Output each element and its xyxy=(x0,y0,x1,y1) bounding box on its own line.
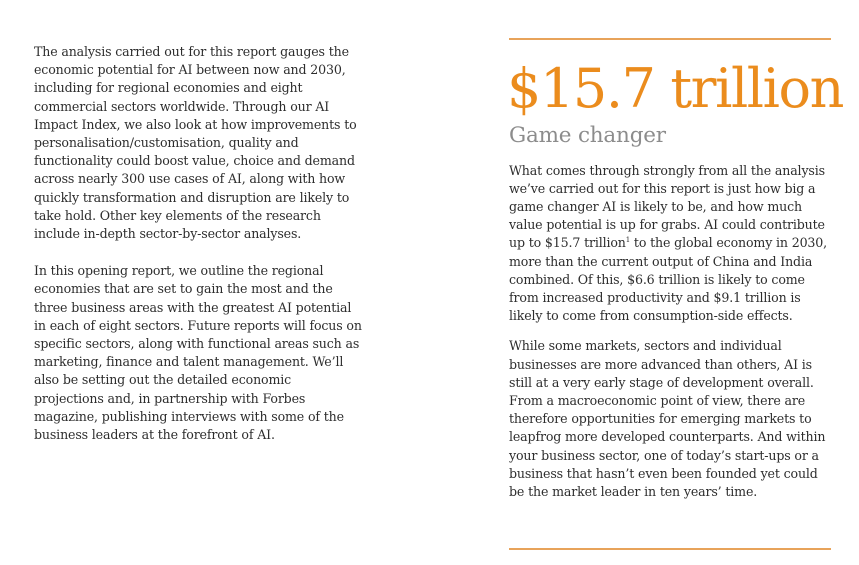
markets-paragraph: While some markets, sectors and individual businesses are more advanced than others, AI is still at a very early stage of development overall. From a macroeconomic point of view, there are therefore opportunities for emerging markets to leapfrog more developed counterparts. And within your business sector, one of today’s start-ups or a business that hasn’t even been founded yet could be the market leader in ten years’ time. xyxy=(509,338,826,499)
right-column xyxy=(507,38,844,513)
footnote-marker: 1 xyxy=(625,236,631,245)
paragraph-text-start: What comes through strongly from all the analysis we’ve carried out for this report is just how big a game changer AI is likely to be, and how much value potential is up for grabs. AI could contribute up to $15.7 trillion xyxy=(509,162,825,251)
paragraph-text-end: to the global economy in 2030, more than the current output of China and India combined. Of this, $6.6 trillion is likely to come from increased productivity and $9.1 trillion is likely to come from consumption-side effects. xyxy=(509,235,828,324)
intro-paragraph-opening-report: In this opening report, we outline the regional economies that are set to gain the most and the three business areas with the greatest AI potential in each of eight sectors. Future reports will focus on specific sectors, along with functional areas such as marketing, finance and talent management. We’ll also be setting out the detailed economic projections and, in partnership with Forbes magazine, publishing interviews with some of the business leaders at the forefront of AI. xyxy=(34,263,362,443)
intro-paragraph-analysis: The analysis carried out for this report gauges the economic potential for AI between now and 2030, including for regional economies and eight commercial sectors worldwide. Through our AI Impact Index, we also look at how improvements to personalisation/customisation, quality and functionality could boost value, choice and demand across nearly 300 use cases of AI, along with how quickly transformation and disruption are likely to take hold. Other key elements of the research include in-depth sector-by-sector analyses. xyxy=(34,44,357,242)
headline-figure: $15.7 trillion xyxy=(507,56,844,120)
bottom-divider xyxy=(509,548,831,550)
game-changer-paragraph xyxy=(509,162,831,326)
top-divider xyxy=(509,38,831,40)
section-subheading: Game changer xyxy=(509,122,666,148)
left-column xyxy=(34,43,364,463)
